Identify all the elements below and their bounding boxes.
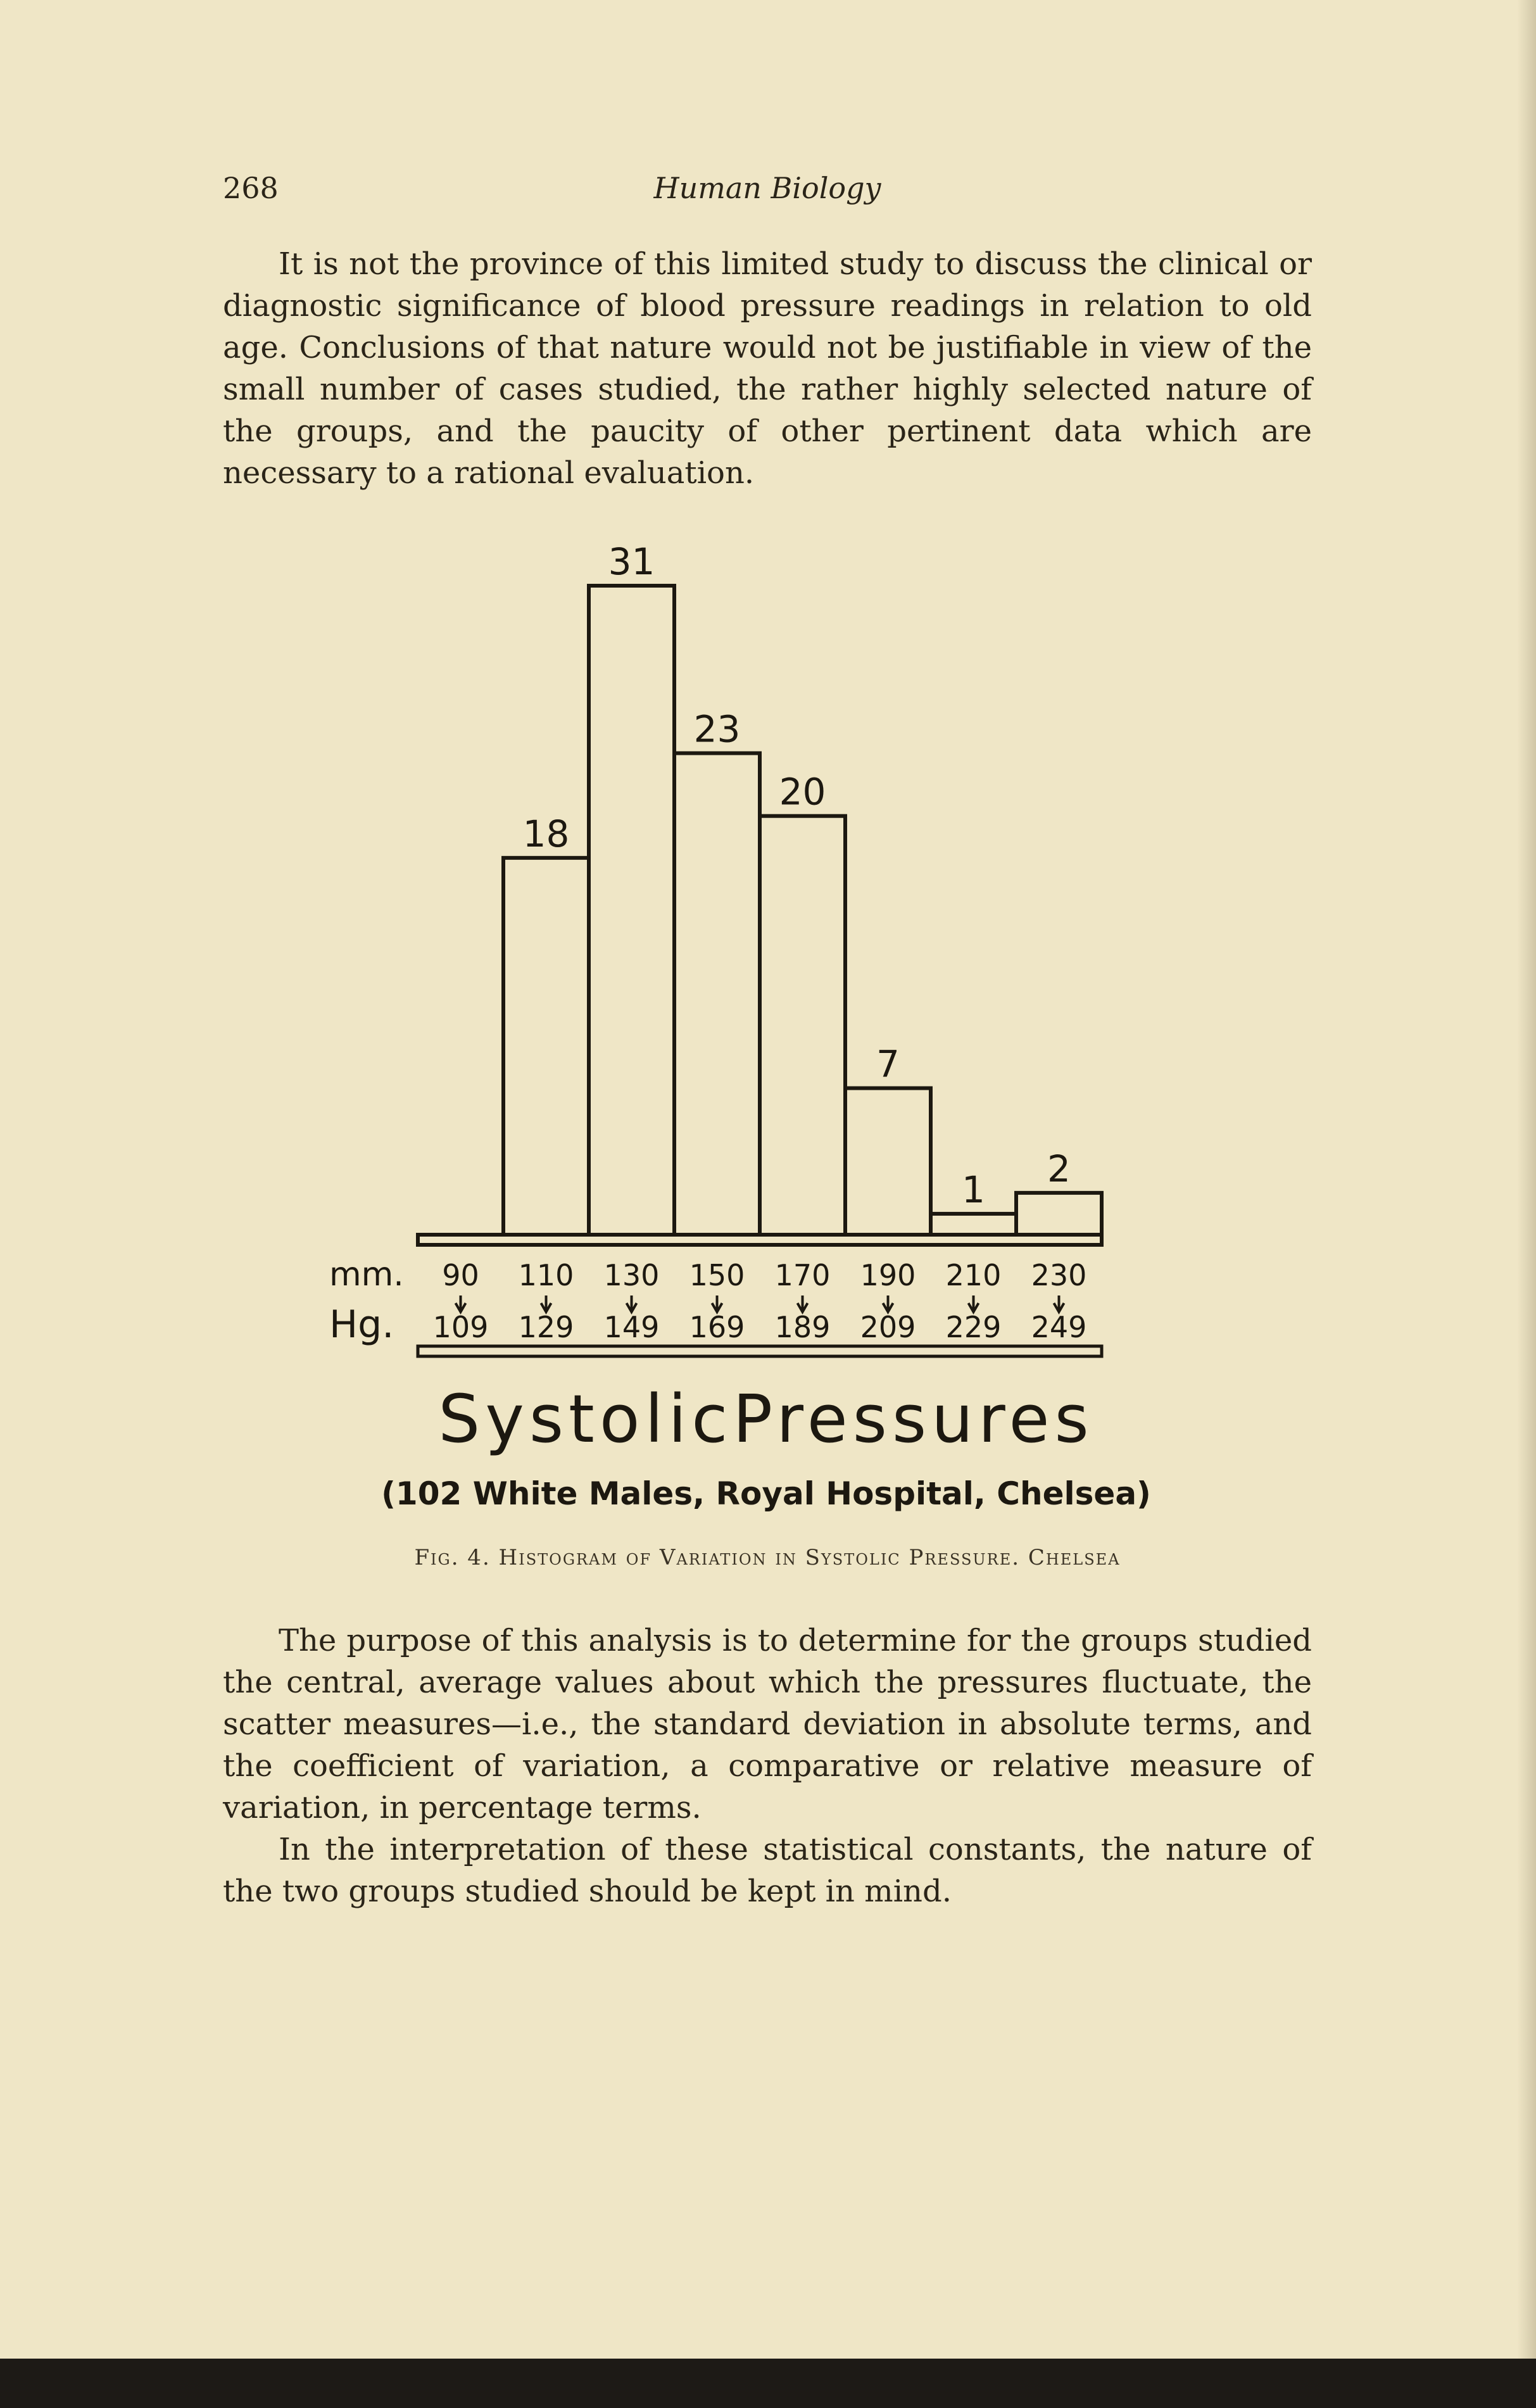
tick-label-lower: 170 bbox=[774, 1258, 831, 1292]
paragraph-3: In the interpretation of these statistical constants, the nature of the two groups studied should be kept in mind. bbox=[223, 1832, 1312, 1909]
unit-label-bottom: Hg. bbox=[329, 1302, 394, 1347]
histogram-bar bbox=[1016, 1193, 1102, 1235]
histogram-bar bbox=[845, 1088, 931, 1235]
tick-label-upper: 209 bbox=[860, 1310, 916, 1344]
histogram-bar bbox=[760, 816, 845, 1235]
paragraph-1: It is not the province of this limited study to discuss the clinical or diagnostic significance of blood pressure readings in relation to old age. Conclusions of that nature would not be justifiable in view of the small number of cases studied, the rather highly selected nature of the groups, and the paucity of other pertinent data which are necessary to a rational evaluation. bbox=[223, 246, 1312, 491]
tick-label-upper: 109 bbox=[432, 1310, 489, 1344]
bar-value-label: 7 bbox=[876, 1042, 900, 1086]
tick-label-lower: 110 bbox=[518, 1258, 574, 1292]
histogram-bar bbox=[503, 858, 589, 1235]
tick-label-lower: 230 bbox=[1031, 1258, 1087, 1292]
histogram-bar bbox=[589, 586, 674, 1235]
tick-arrow bbox=[1054, 1295, 1064, 1312]
tick-arrow bbox=[798, 1295, 808, 1312]
x-axis-underline bbox=[418, 1346, 1102, 1356]
tick-label-upper: 249 bbox=[1031, 1310, 1087, 1344]
tick-label-upper: 169 bbox=[689, 1310, 745, 1344]
tick-arrow bbox=[456, 1295, 466, 1312]
tick-label-upper: 229 bbox=[945, 1310, 1002, 1344]
histogram-bar bbox=[931, 1214, 1016, 1235]
tick-label-lower: 190 bbox=[860, 1258, 916, 1292]
tick-arrow bbox=[541, 1295, 551, 1312]
bar-value-label: 2 bbox=[1047, 1147, 1071, 1190]
bar-value-label: 18 bbox=[522, 812, 570, 855]
figure-subtitle: (102 White Males, Royal Hospital, Chelsea) bbox=[381, 1475, 1151, 1512]
tick-arrow bbox=[883, 1295, 893, 1312]
tick-arrow bbox=[712, 1295, 722, 1312]
histogram-bar bbox=[674, 753, 760, 1235]
tick-label-upper: 149 bbox=[603, 1310, 660, 1344]
tick-label-upper: 189 bbox=[774, 1310, 831, 1344]
tick-label-lower: 150 bbox=[689, 1258, 745, 1292]
tick-arrow bbox=[969, 1295, 979, 1312]
page-header bbox=[223, 171, 1312, 215]
tick-label-lower: 130 bbox=[603, 1258, 660, 1292]
tick-label-lower: 210 bbox=[945, 1258, 1002, 1292]
tick-label-lower: 90 bbox=[442, 1258, 479, 1292]
unit-label-top: mm. bbox=[329, 1256, 404, 1294]
x-axis-strip bbox=[418, 1235, 1102, 1245]
paragraph-2: The purpose of this analysis is to determine for the groups studied the central, average values about which the pressures fluctuate, the scatter measures—i.e., the standard deviation in absolute terms, and the coefficient of variation, a comparative or relative measure of variation, in percentage terms. bbox=[223, 1623, 1312, 1825]
tick-arrow bbox=[627, 1295, 637, 1312]
scan-bottom-strip bbox=[0, 2359, 1536, 2408]
figure-title: SystolicPressures bbox=[438, 1380, 1094, 1458]
page-number: 268 bbox=[223, 171, 279, 205]
tick-label-upper: 129 bbox=[518, 1310, 574, 1344]
bar-value-label: 1 bbox=[962, 1168, 985, 1211]
page-edge-shadow bbox=[1517, 0, 1536, 2408]
running-head: Human Biology bbox=[653, 171, 881, 205]
bar-value-label: 31 bbox=[608, 540, 655, 583]
bar-value-label: 20 bbox=[779, 770, 826, 814]
figure-caption: Fig. 4. Histogram of Variation in Systolic Pressure. Chelsea bbox=[414, 1545, 1121, 1570]
bar-value-label: 23 bbox=[693, 707, 741, 751]
